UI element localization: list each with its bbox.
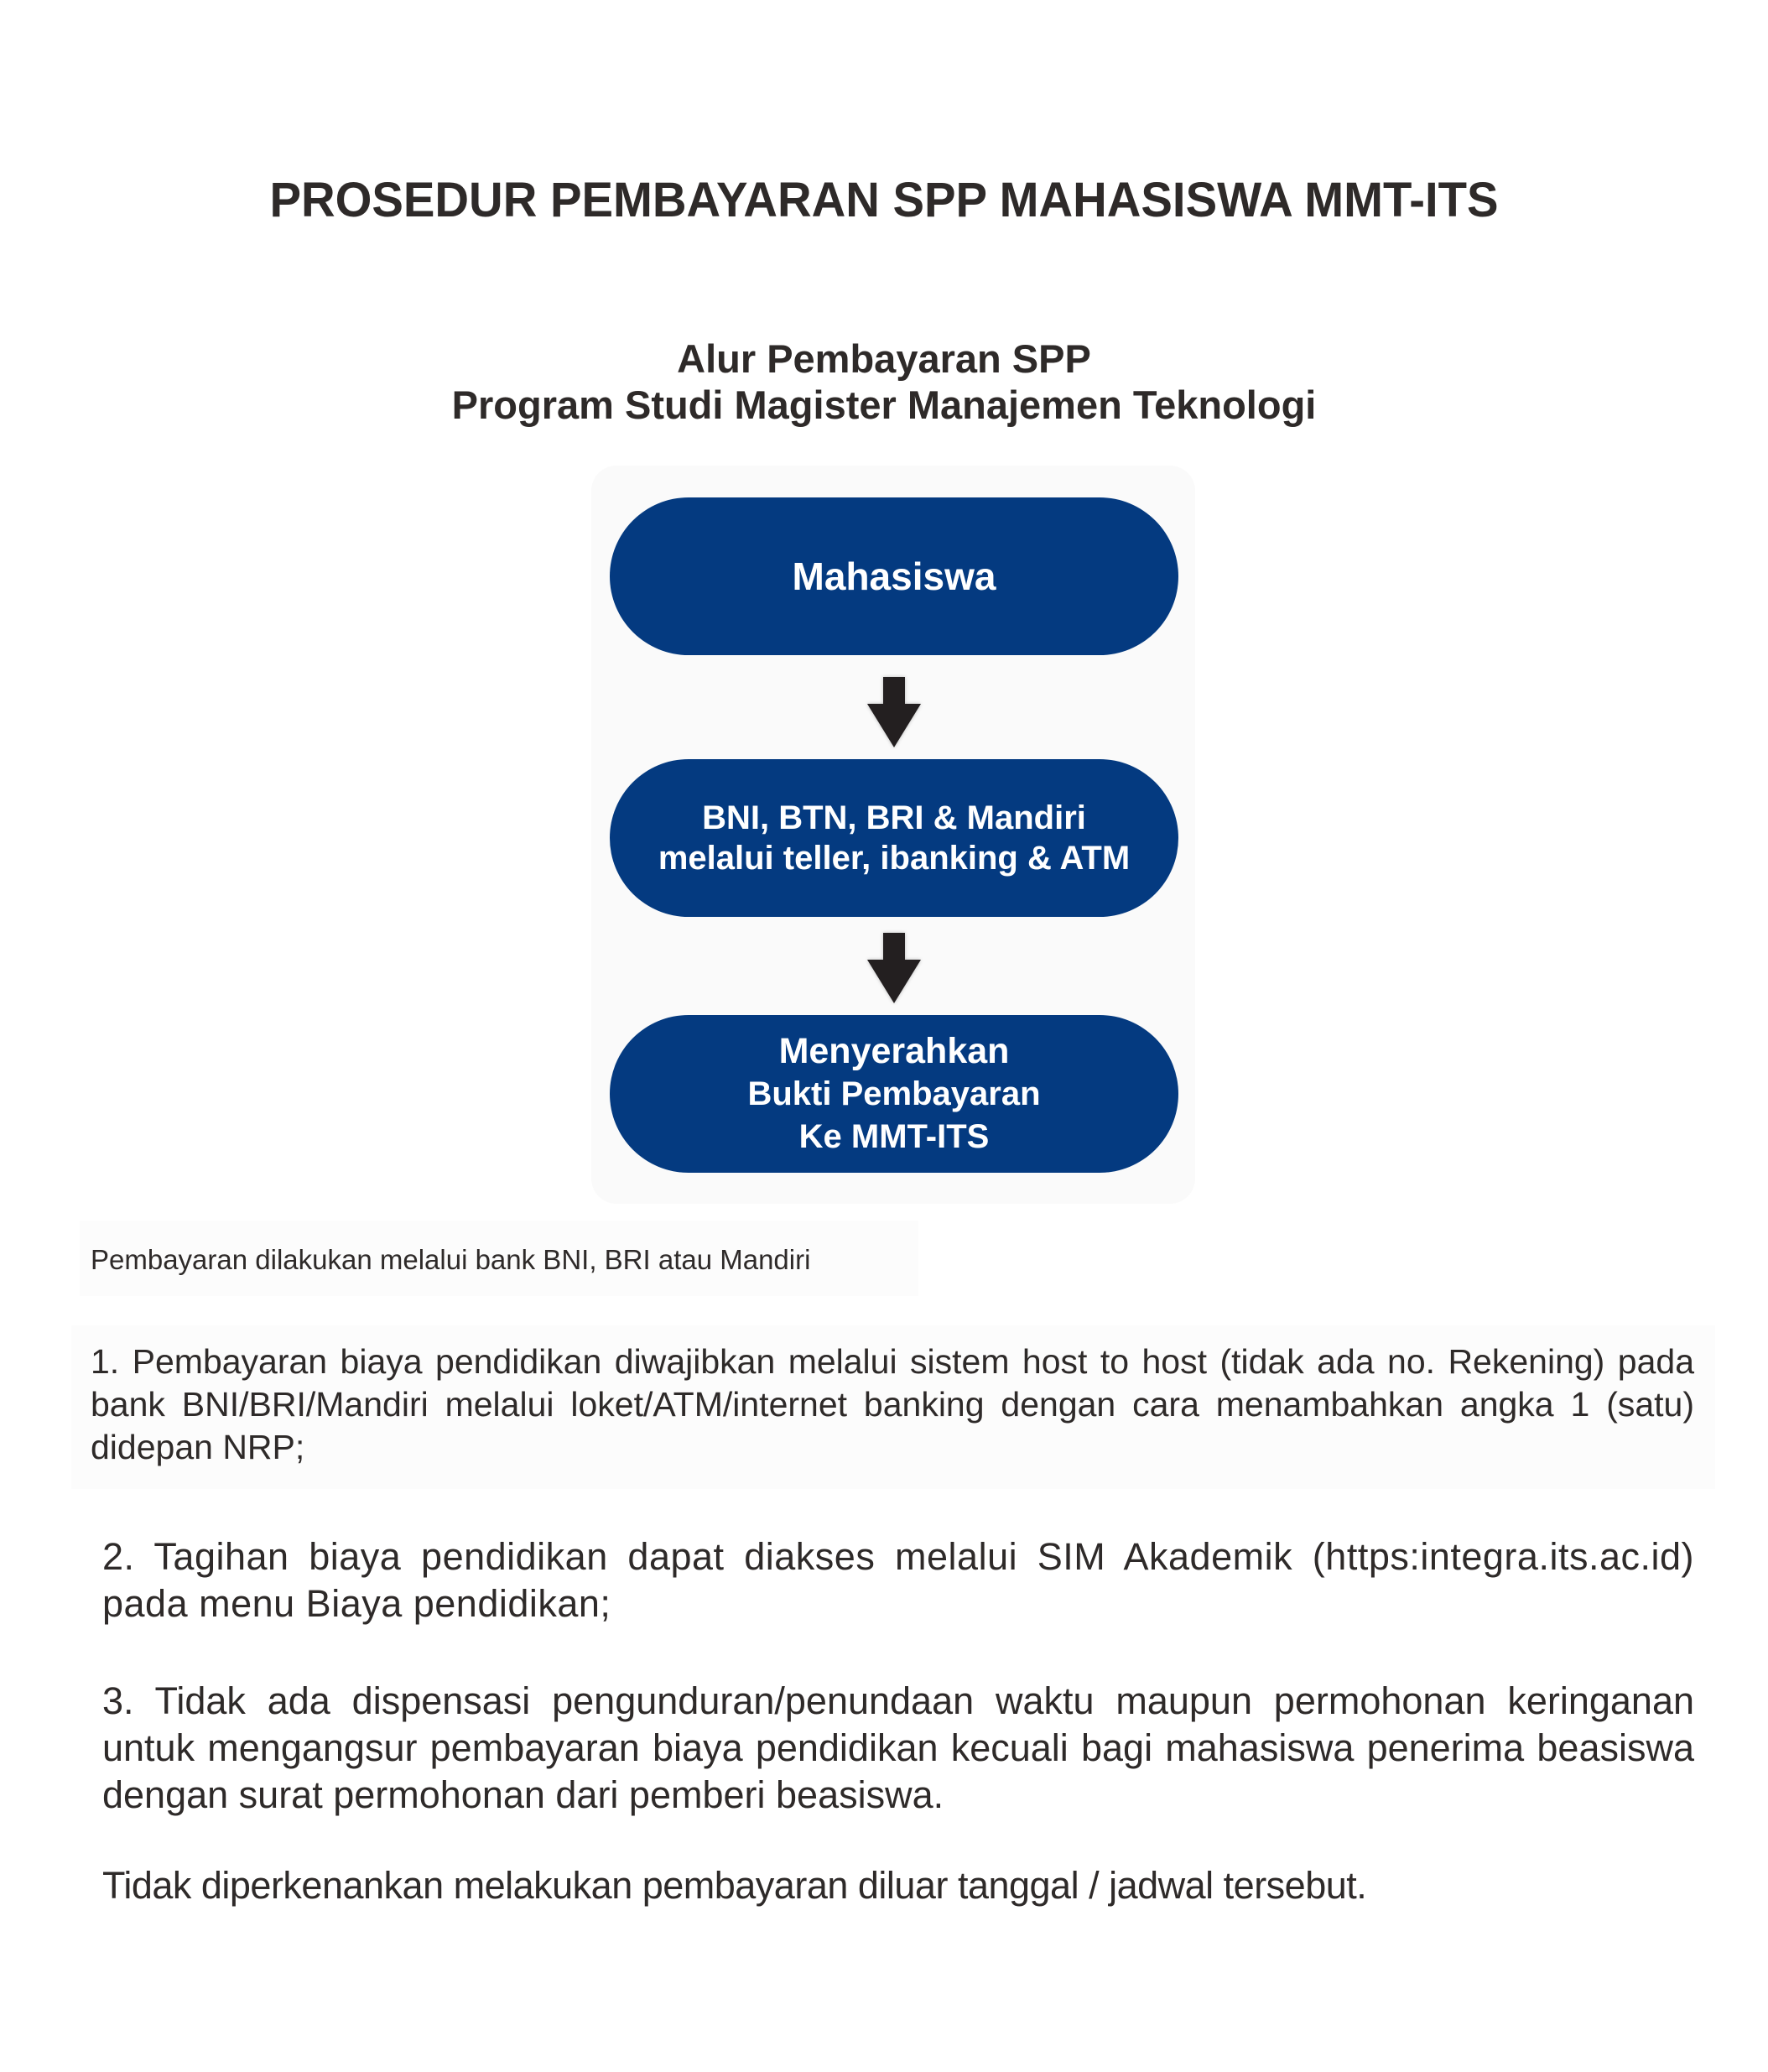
flow-step-text: melalui teller, ibanking & ATM: [658, 840, 1131, 877]
rule-1: 1. Pembayaran biaya pendidikan diwajibkan melalui sistem host to host (tidak ada no. Rekening) pada bank BNI/BRI/Mandiri melalui loket/ATM/internet banking dengan cara menambahkan angka 1 (satu) didepan NRP;: [91, 1342, 1694, 1466]
flow-step-text: BNI, BTN, BRI & Mandiri: [702, 799, 1086, 836]
flow-step-text: Bukti Pembayaran: [747, 1075, 1041, 1112]
down-arrow-icon: [852, 929, 936, 1005]
flow-step-text: Menyerahkan: [778, 1030, 1010, 1071]
page-title: PROSEDUR PEMBAYARAN SPP MAHASISWA MMT-ITS: [269, 173, 1499, 227]
down-arrow-icon: [852, 674, 936, 749]
flow-step-text: Mahasiswa: [792, 554, 996, 598]
flow-step-bank-payment: [610, 759, 1178, 917]
flow-step-submit-proof: [610, 1015, 1178, 1173]
flow-subtitle-line-1: Alur Pembayaran SPP: [677, 336, 1091, 381]
flow-subtitle-line-2: Program Studi Magister Manajemen Teknologi: [451, 383, 1317, 427]
bank-note: Pembayaran dilakukan melalui bank BNI, BRI atau Mandiri: [91, 1244, 811, 1275]
closing-statement: Tidak diperkenankan melakukan pembayaran diluar tanggal / jadwal tersebut.: [102, 1864, 1367, 1907]
flow-step-mahasiswa: [610, 497, 1178, 655]
flow-step-text: Ke MMT-ITS: [798, 1117, 990, 1155]
rule-2: 2. Tagihan biaya pendidikan dapat diakses melalui SIM Akademik (https:integra.its.ac.id) pada menu Biaya pendidikan;: [102, 1535, 1694, 1625]
rule-3: 3. Tidak ada dispensasi pengunduran/penundaan waktu maupun permohonan keringanan untuk mengangsur pembayaran biaya pendidikan kecuali bagi mahasiswa penerima beasiswa dengan surat permohonan dari pemberi beasiswa.: [102, 1679, 1694, 1816]
